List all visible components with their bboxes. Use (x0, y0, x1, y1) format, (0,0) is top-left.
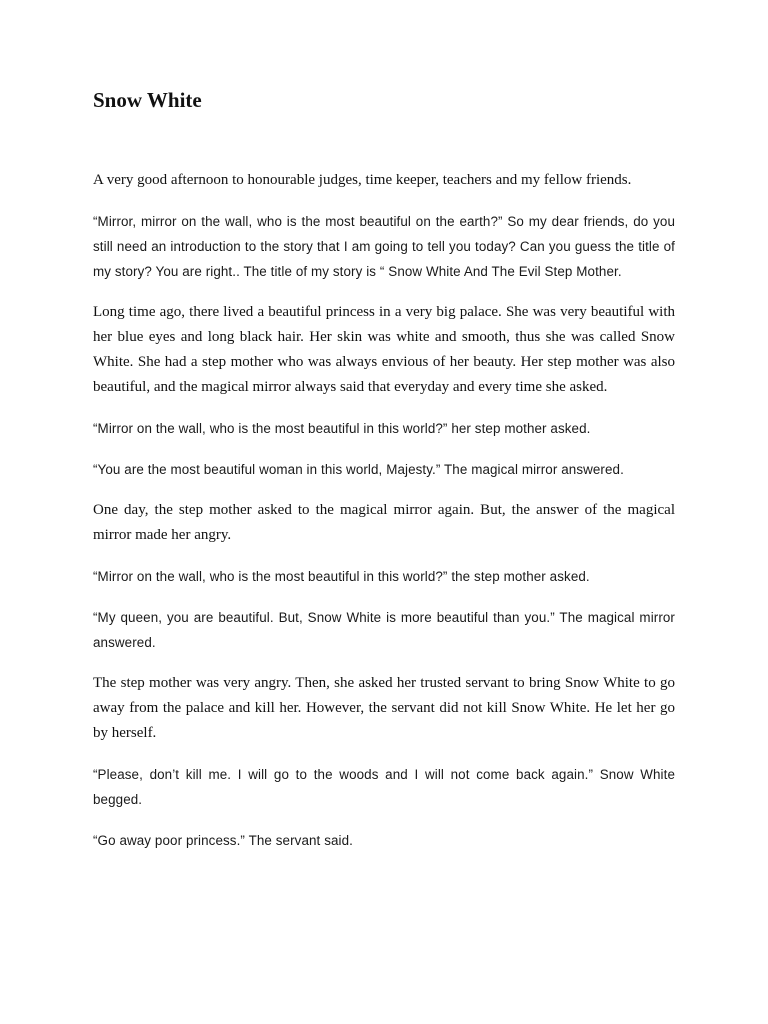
paragraph-dialogue: “My queen, you are beautiful. But, Snow White is more beautiful than you.” The magical mirror answered. (93, 610, 675, 650)
paragraph-dialogue: “Please, don’t kill me. I will go to the woods and I will not come back again.” Snow White begged. (93, 767, 675, 807)
paragraph-story-start: Long time ago, there lived a beautiful princess in a very big palace. She was very beautiful with her blue eyes and long black hair. Her skin was white and smooth, thus she was called Snow White. She had a step mother who was always envious of her beauty. Her step mother was also beautiful, and the magical mirror always said that everyday and every time she asked. (93, 304, 675, 395)
paragraph-dialogue: “You are the most beautiful woman in this world, Majesty.” The magical mirror answered. (93, 462, 624, 477)
paragraph-dialogue: “Mirror on the wall, who is the most beautiful in this world?” the step mother asked. (93, 569, 590, 584)
paragraph-intro: “Mirror, mirror on the wall, who is the most beautiful on the earth?” So my dear friends, do you still need an introduction to the story that I am going to tell you today? Can you guess the title of my story? You are right.. The title of my story is “ Snow White And The Evil Step Mother. (93, 214, 675, 279)
document-body (93, 168, 675, 853)
document-page (93, 86, 675, 869)
paragraph-greeting: A very good afternoon to honourable judges, time keeper, teachers and my fellow friends. (93, 172, 632, 188)
paragraph-narration: One day, the step mother asked to the magical mirror again. But, the answer of the magical mirror made her angry. (93, 502, 675, 543)
paragraph-dialogue: “Go away poor princess.” The servant said. (93, 833, 353, 848)
paragraph-narration: The step mother was very angry. Then, she asked her trusted servant to bring Snow White to go away from the palace and kill her. However, the servant did not kill Snow White. He let her go by herself. (93, 675, 675, 741)
paragraph-dialogue: “Mirror on the wall, who is the most beautiful in this world?” her step mother asked. (93, 421, 591, 436)
document-title: Snow White (93, 88, 202, 112)
